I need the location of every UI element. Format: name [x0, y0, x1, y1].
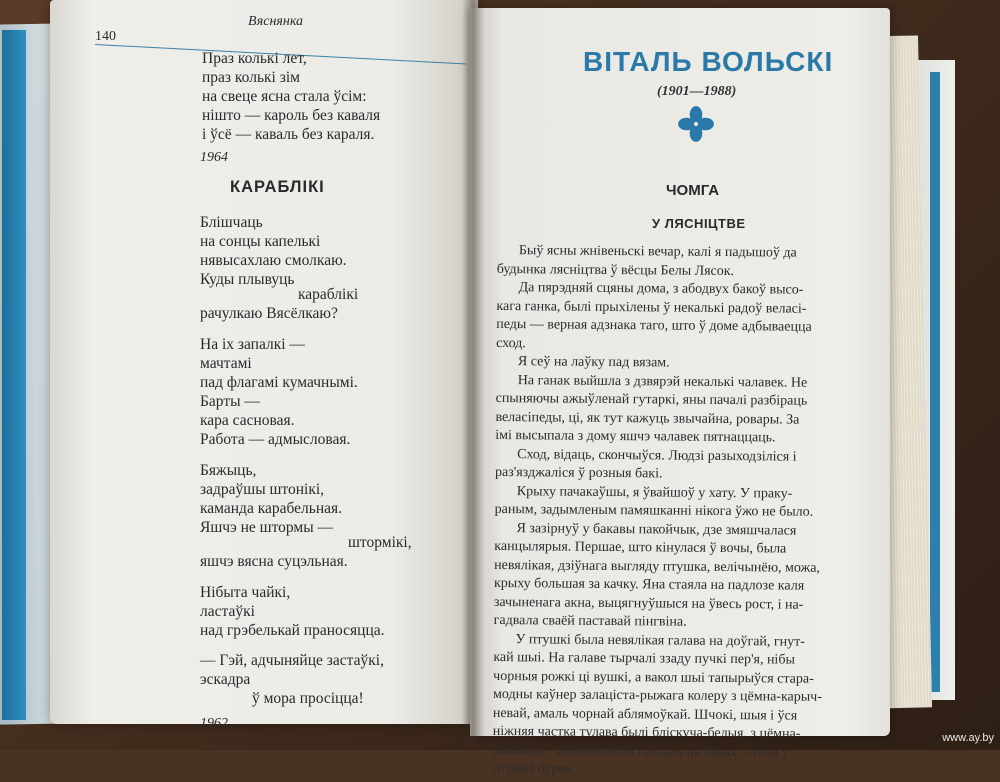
- prose-line: чорныя рожкі ці вушкі, а вакол шыі тапырыўся стара-: [493, 668, 814, 687]
- poem-year: 1964: [200, 150, 228, 165]
- poem-line: рачулкаю Вясёлкаю?: [200, 305, 338, 322]
- poem-line: ластаўкі: [200, 603, 255, 620]
- chapter-title: У ЛЯСНІЦТВЕ: [652, 216, 746, 231]
- poem-line: эскадра: [200, 671, 251, 688]
- poem-line: мачтамі: [200, 355, 252, 372]
- prose-line: невай, амаль чорнай аблямоўкай. Шчокі, шыя і ўся: [492, 705, 798, 724]
- poem-line: Барты —: [200, 393, 260, 410]
- poem-line: на сонцы капелькі: [200, 233, 321, 250]
- prose-line: ніжняя частка тулава былі бліскуча-белыя, з цёмна-: [492, 723, 801, 742]
- prose-line: раз'язджаліся ў розныя бакі.: [494, 464, 663, 482]
- poem-line: штормікі,: [348, 534, 412, 551]
- story-title: ЧОМГА: [666, 182, 720, 199]
- poem-line: — Гэй, адчыняйце застаўкі,: [200, 652, 384, 669]
- prose-line: кага ганка, былі прыхілены ў некалькі радоў веласі-: [496, 298, 807, 317]
- prose-line: раным, задымленым памяшканні нікога ўжо не было.: [494, 501, 814, 520]
- poem-line: Блішчаць: [200, 214, 263, 231]
- story-text: [492, 242, 869, 782]
- poem-line: нявысахлаю смолкаю.: [200, 252, 347, 269]
- prose-line: ржавымі і зеленаватымі паскамі па баках. Спіна ў: [492, 742, 790, 761]
- page-number: 140: [95, 29, 116, 44]
- author-dates: (1901—1988): [657, 84, 737, 99]
- clover-ornament-icon: [675, 103, 717, 145]
- poem-line: задраўшы штонікі,: [200, 481, 325, 498]
- prose-line: зачыненага акна, выцягнуўшыся на ўвесь рост, і на-: [493, 594, 804, 613]
- prose-line: гадвала сваёй паставай пінгвіна.: [493, 612, 687, 630]
- poem-line: Бяжыць,: [200, 462, 257, 479]
- prose-line: імі высыпала з дому яшчэ чалавек пятнаццаць.: [495, 427, 776, 446]
- prose-line: невялікая, дзіўнага выгляду птушка, велічынёю, можа,: [494, 557, 821, 576]
- poem-line: на свеце ясна стала ўсім:: [202, 88, 367, 105]
- author-name: ВІТАЛЬ ВОЛЬСКІ: [583, 46, 834, 77]
- prose-line: канцылярыя. Першае, што кінулася ў вочы, была: [494, 538, 787, 557]
- poem-line: Работа — адмысловая.: [200, 431, 351, 448]
- prose-line: Сход, відаць, скончыўся. Людзі разыходзіліся і: [517, 446, 797, 465]
- prose-line: педы — верная адзнака таго, што ў доме адбываецца: [496, 316, 812, 335]
- cover-blue-strip: [2, 30, 26, 720]
- poem-line: На іх запалкі —: [200, 336, 305, 353]
- poem-line: яшчэ вясна суцэльная.: [200, 553, 348, 570]
- prose-line: Крыху пачакаўшы, я ўвайшоў у хату. У праку-: [516, 483, 793, 502]
- poem-line: Нібыта чайкі,: [200, 584, 291, 601]
- poem-line: каманда карабельная.: [200, 500, 343, 517]
- poem-line: Яшчэ не штормы —: [200, 519, 334, 536]
- prose-line: Я зазірнуў у бакавы пакойчык, дзе змяшчалася: [516, 520, 797, 539]
- prose-line: модны каўнер залаціста-рыжага колеру з цёмна-карыч-: [492, 686, 822, 705]
- poem-line: Праз колькі лет,: [202, 50, 307, 67]
- prose-line: сход.: [496, 335, 526, 351]
- prose-line: спыняючы ажыўленай гутаркі, яны пачалі разбіраць: [495, 390, 808, 409]
- prose-line: Быў ясны жнівеньскі вечар, калі я падышоў да: [518, 243, 797, 261]
- prose-line: веласіпеды, ці, як тут кажуць звычайна, ровары. За: [495, 409, 800, 428]
- poem-line: нішто — кароль без каваля: [202, 107, 381, 124]
- prose-line: птушкі бурая.: [492, 760, 575, 777]
- poem-line: Куды плывуць: [200, 271, 295, 288]
- poem-title: КАРАБЛІКІ: [230, 178, 325, 196]
- prose-line: Я сеў на лаўку пад вязам.: [517, 354, 670, 371]
- prose-line: Да пярэдняй сцяны дома, з абодвух бакоў высо-: [518, 280, 804, 298]
- prose-line: крыху большая за качку. Яна стаяла на падлозе каля: [493, 575, 805, 594]
- prose-line: На ганак выйшла з дзвярэй некалькі чалавек. Не: [517, 372, 808, 391]
- poem-line: караблікі: [298, 286, 359, 303]
- prose-line: будынка лясніцтва ў вёсцы Белы Лясок.: [496, 261, 735, 279]
- poem-line: кара сасновая.: [200, 412, 295, 429]
- prose-line: кай шыі. На галаве тырчалі ззаду пучкі пер'я, нібы: [493, 649, 795, 668]
- running-title: Вяснянка: [248, 14, 304, 29]
- poem-line: і ўсё — каваль без караля.: [202, 126, 375, 143]
- prose-line: У птушкі была невялікая галава на доўгай, гнут-: [515, 631, 806, 650]
- watermark: www.ay.by: [942, 732, 994, 744]
- poem-year: 1962: [200, 716, 228, 731]
- poem-line: над грэбелькай праносяцца.: [200, 622, 385, 639]
- cover-right-strip: [930, 72, 940, 692]
- poem-line: пад флагамі кумачнымі.: [200, 374, 358, 391]
- poem-line: праз колькі зім: [202, 69, 300, 86]
- poem-line: ў мора просіцца!: [252, 690, 364, 707]
- book-gutter: [462, 0, 484, 740]
